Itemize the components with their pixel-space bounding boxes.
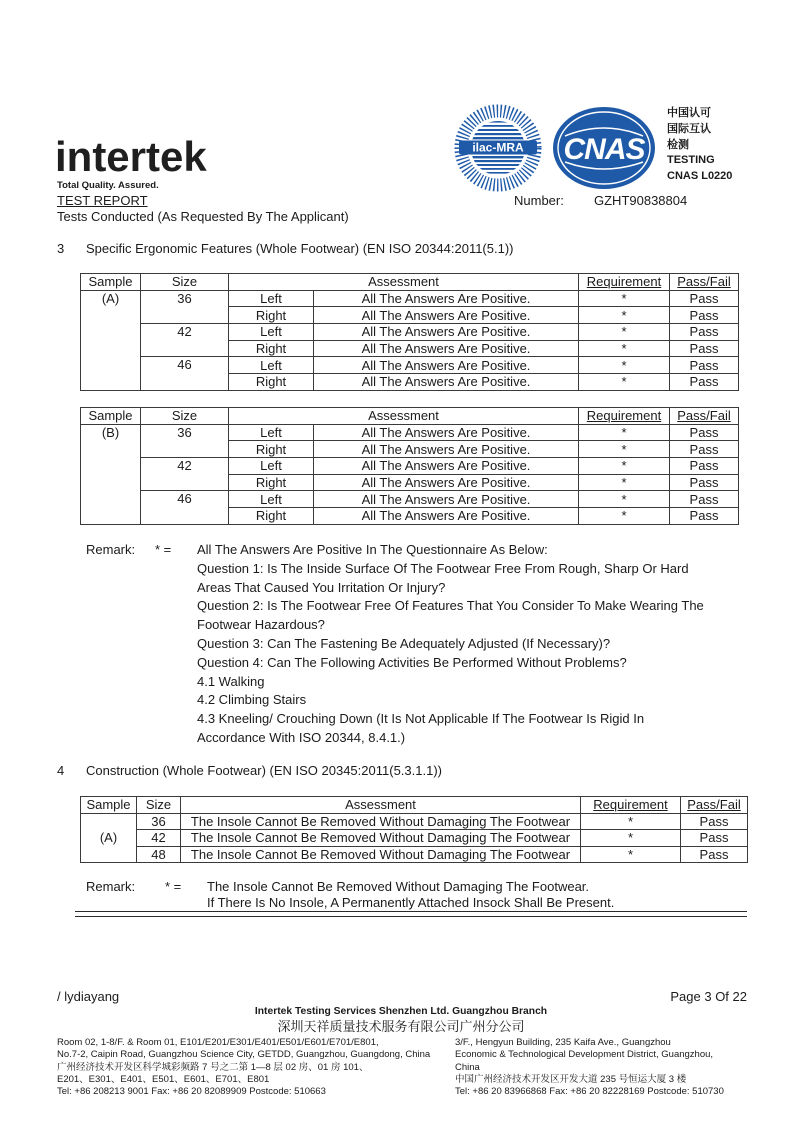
result-cell: Pass <box>681 846 748 863</box>
result-cell: Pass <box>670 474 739 491</box>
assessment-cell: The Insole Cannot Be Removed Without Damaging The Footwear <box>181 830 581 847</box>
remark-line: Footwear Hazardous? <box>197 617 325 633</box>
header-sample: Sample <box>81 797 137 814</box>
construction-table <box>80 796 748 863</box>
report-subtitle: Tests Conducted (As Requested By The Applicant) <box>57 209 349 224</box>
requirement-cell: * <box>579 307 670 324</box>
section-number: 3 <box>57 241 65 256</box>
remark-line: Question 1: Is The Inside Surface Of The Footwear Free From Rough, Sharp Or Hard <box>197 560 689 576</box>
section-number: 4 <box>57 763 65 778</box>
side-cell: Right <box>229 374 314 391</box>
report-title: TEST REPORT <box>57 193 148 208</box>
address-line: Tel: +86 20 83966868 Fax: +86 20 82228169 Postcode: 510730 <box>455 1086 724 1097</box>
assessment-cell: All The Answers Are Positive. <box>314 340 579 357</box>
size-cell: 36 <box>141 424 229 457</box>
size-cell: 42 <box>141 458 229 491</box>
header-requirement: Requirement <box>581 797 681 814</box>
requirement-cell: * <box>581 846 681 863</box>
result-cell: Pass <box>681 830 748 847</box>
table-header-row <box>81 797 748 814</box>
remark-line: 4.2 Climbing Stairs <box>197 692 307 708</box>
address-line: Tel: +86 208213 9001 Fax: +86 20 82089909 Postcode: 510663 <box>57 1086 326 1097</box>
remark-line: All The Answers Are Positive In The Questionnaire As Below: <box>197 542 548 557</box>
accreditation-line: 中国认可 <box>667 107 711 119</box>
table-row <box>81 357 739 374</box>
remark-symbol: * = <box>165 879 182 894</box>
assessment-cell: All The Answers Are Positive. <box>314 441 579 458</box>
assessment-cell: The Insole Cannot Be Removed Without Damaging The Footwear <box>181 813 581 830</box>
accreditation-line: 检测 <box>667 139 689 151</box>
requirement-cell: * <box>581 813 681 830</box>
table-header-row <box>81 408 739 425</box>
remark-text <box>197 541 704 748</box>
ergonomic-table-b <box>80 407 739 525</box>
remark-line: Accordance With ISO 20344, 8.4.1.) <box>197 729 406 745</box>
remark-line: Question 3: Can The Fastening Be Adequately Adjusted (If Necessary)? <box>197 635 611 651</box>
address-line: China <box>455 1061 480 1073</box>
remark-line: Question 2: Is The Footwear Free Of Features That You Consider To Make Wearing The <box>197 598 704 614</box>
remark-line: If There Is No Insole, A Permanently Attached Insock Shall Be Present. <box>207 895 615 910</box>
sample-cell: (B) <box>81 424 141 524</box>
assessment-cell: All The Answers Are Positive. <box>314 290 579 307</box>
assessment-cell: All The Answers Are Positive. <box>314 424 579 441</box>
result-cell: Pass <box>670 340 739 357</box>
intertek-logo: intertek <box>55 133 207 180</box>
remark-label: Remark: <box>86 879 136 894</box>
assessment-cell: All The Answers Are Positive. <box>314 458 579 475</box>
requirement-cell: * <box>579 474 670 491</box>
result-cell: Pass <box>670 458 739 475</box>
requirement-cell: * <box>579 424 670 441</box>
result-cell: Pass <box>670 307 739 324</box>
side-cell: Left <box>229 290 314 307</box>
remark-symbol: * = <box>155 542 172 557</box>
size-cell: 46 <box>141 357 229 390</box>
requirement-cell: * <box>581 830 681 847</box>
assessment-cell: The Insole Cannot Be Removed Without Damaging The Footwear <box>181 846 581 863</box>
requirement-cell: * <box>579 458 670 475</box>
requirement-cell: * <box>579 357 670 374</box>
header-requirement: Requirement <box>579 274 670 291</box>
header-sample: Sample <box>81 274 141 291</box>
cnas-logo <box>551 106 657 190</box>
accreditation-line: 国际互认 <box>667 123 711 135</box>
table-row <box>81 290 739 307</box>
requirement-cell: * <box>579 340 670 357</box>
address-line: 3/F., Hengyun Building, 235 Kaifa Ave., Guangzhou <box>455 1037 671 1048</box>
side-cell: Right <box>229 340 314 357</box>
result-cell: Pass <box>670 357 739 374</box>
remark-line: 4.3 Kneeling/ Crouching Down (It Is Not Applicable If The Footwear Is Rigid In <box>197 711 645 727</box>
accreditation-line: TESTING <box>667 154 715 166</box>
requirement-cell: * <box>579 508 670 525</box>
sample-cell: (A) <box>81 290 141 390</box>
side-cell: Left <box>229 357 314 374</box>
company-name-cn: 深圳天祥质量技术服务有限公司广州分公司 <box>277 1019 525 1034</box>
table-row <box>81 491 739 508</box>
remark-line: Areas That Caused You Irritation Or Injury? <box>197 579 446 595</box>
ergonomic-table-a <box>80 273 739 391</box>
logo-tagline: Total Quality. Assured. <box>57 180 159 191</box>
side-cell: Right <box>229 474 314 491</box>
table-row <box>81 458 739 475</box>
remark-line: Question 4: Can The Following Activities Be Performed Without Problems? <box>197 654 627 670</box>
result-cell: Pass <box>670 374 739 391</box>
section-title: Construction (Whole Footwear) (EN ISO 20345:2011(5.3.1.1)) <box>86 763 442 778</box>
side-cell: Left <box>229 491 314 508</box>
size-cell: 36 <box>137 813 181 830</box>
side-cell: Left <box>229 458 314 475</box>
header-pass-fail: Pass/Fail <box>670 274 739 291</box>
requirement-cell: * <box>579 441 670 458</box>
header-pass-fail: Pass/Fail <box>670 408 739 425</box>
header-size: Size <box>141 408 229 425</box>
size-cell: 42 <box>141 324 229 357</box>
remark-text <box>207 879 614 911</box>
header-size: Size <box>137 797 181 814</box>
cnas-label: CNAS <box>563 133 645 166</box>
result-cell: Pass <box>670 290 739 307</box>
header-size: Size <box>141 274 229 291</box>
requirement-cell: * <box>579 290 670 307</box>
address-line: 广州经济技术开发区科学城彩频路 7 号之二第 1—8 层 02 房、01 房 101、 <box>57 1061 369 1073</box>
size-cell: 42 <box>137 830 181 847</box>
side-cell: Right <box>229 441 314 458</box>
remark-line: 4.1 Walking <box>197 673 265 689</box>
header-sample: Sample <box>81 408 141 425</box>
side-cell: Right <box>229 508 314 525</box>
sample-cell: (A) <box>81 813 137 863</box>
section-title: Specific Ergonomic Features (Whole Footwear) (EN ISO 20344:2011(5.1)) <box>86 241 514 256</box>
header-pass-fail: Pass/Fail <box>681 797 748 814</box>
accreditation-line: CNAS L0220 <box>667 170 733 182</box>
assessment-cell: All The Answers Are Positive. <box>314 491 579 508</box>
ilac-mra-logo <box>453 103 543 193</box>
requirement-cell: * <box>579 491 670 508</box>
header-assessment: Assessment <box>181 797 581 814</box>
address-right <box>455 1037 724 1098</box>
ilac-mra-label: ilac-MRA <box>472 140 524 155</box>
company-name-en: Intertek Testing Services Shenzhen Ltd. Guangzhou Branch <box>254 1006 548 1017</box>
side-cell: Left <box>229 424 314 441</box>
address-line: E201、E301、E401、E501、E601、E701、E801 <box>57 1073 270 1085</box>
report-number-label: Number: <box>514 193 564 208</box>
assessment-cell: All The Answers Are Positive. <box>314 474 579 491</box>
assessment-cell: All The Answers Are Positive. <box>314 307 579 324</box>
table-row <box>81 830 748 847</box>
address-line: Room 02, 1-8/F. & Room 01, E101/E201/E301/E401/E501/E601/E701/E801, <box>57 1037 379 1048</box>
table-row <box>81 324 739 341</box>
table-header-row <box>81 274 739 291</box>
report-number: GZHT90838804 <box>594 193 688 208</box>
remark-label: Remark: <box>86 542 136 557</box>
table-row <box>81 846 748 863</box>
requirement-cell: * <box>579 374 670 391</box>
size-cell: 48 <box>137 846 181 863</box>
assessment-cell: All The Answers Are Positive. <box>314 374 579 391</box>
result-cell: Pass <box>670 441 739 458</box>
result-cell: Pass <box>681 813 748 830</box>
size-cell: 36 <box>141 290 229 323</box>
page-number: Page 3 Of 22 <box>670 989 747 1004</box>
table-row <box>81 424 739 441</box>
side-cell: Left <box>229 324 314 341</box>
address-line: 中国广州经济技术开发区开发大道 235 号恒运大厦 3 楼 <box>455 1073 687 1085</box>
assessment-cell: All The Answers Are Positive. <box>314 357 579 374</box>
result-cell: Pass <box>670 508 739 525</box>
result-cell: Pass <box>670 324 739 341</box>
assessment-cell: All The Answers Are Positive. <box>314 324 579 341</box>
table-row <box>81 813 748 830</box>
author-signature: / lydiayang <box>57 989 120 1004</box>
size-cell: 46 <box>141 491 229 524</box>
side-cell: Right <box>229 307 314 324</box>
section-end-double-rule <box>75 911 747 917</box>
header-requirement: Requirement <box>579 408 670 425</box>
header-assessment: Assessment <box>229 408 579 425</box>
address-line: No.7-2, Caipin Road, Guangzhou Science City, GETDD, Guangzhou, Guangdong, China <box>57 1049 431 1061</box>
address-left <box>57 1037 430 1098</box>
requirement-cell: * <box>579 324 670 341</box>
result-cell: Pass <box>670 491 739 508</box>
assessment-cell: All The Answers Are Positive. <box>314 508 579 525</box>
address-line: Economic & Technological Development District, Guangzhou, <box>455 1049 714 1061</box>
header-assessment: Assessment <box>229 274 579 291</box>
result-cell: Pass <box>670 424 739 441</box>
remark-line: The Insole Cannot Be Removed Without Damaging The Footwear. <box>207 879 590 894</box>
